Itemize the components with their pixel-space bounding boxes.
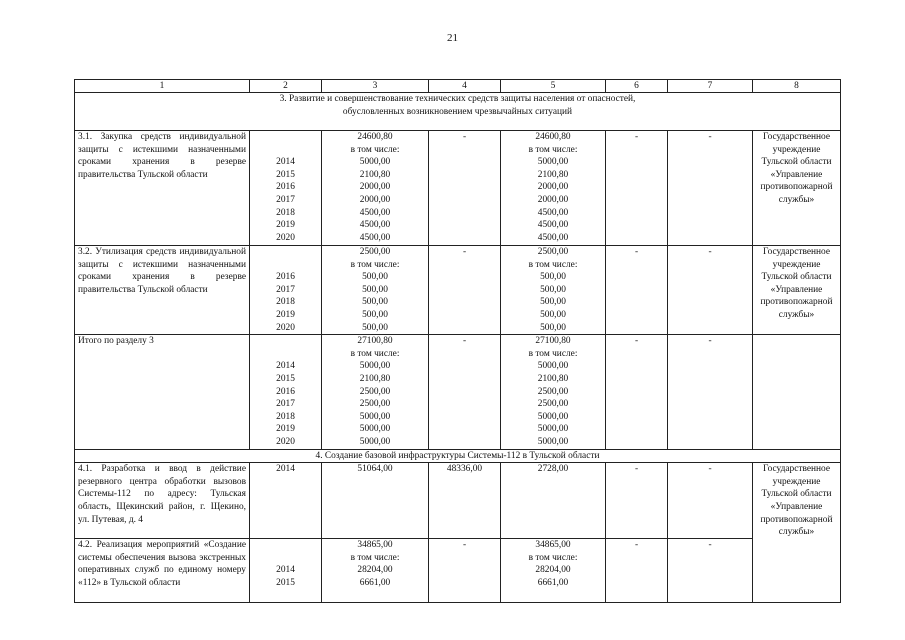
row-3-2-col6: - <box>606 246 668 335</box>
section-3-title: 3. Развитие и совершенствование технических средств защиты населения от опасностей, обусловленных возникновением чрезвычайных ситуаций <box>75 93 841 131</box>
section-3-total-col7: - <box>668 335 753 450</box>
section-3-total-col8 <box>753 335 841 450</box>
column-header: 6 <box>606 80 668 93</box>
row-3-2-col5: 2500,00 в том числе: 500,00 500,00 500,00 500,00 500,00 <box>501 246 606 335</box>
program-table <box>74 79 841 603</box>
section-header-row <box>75 450 841 463</box>
section-3-total-col5: 27100,80 в том числе: 5000,00 2100,80 2500,00 2500,00 5000,00 5000,00 5000,00 <box>501 335 606 450</box>
column-header: 8 <box>753 80 841 93</box>
row-4-1-year: 2014 <box>250 463 322 539</box>
column-header: 7 <box>668 80 753 93</box>
page-number: 21 <box>447 32 458 44</box>
column-header: 5 <box>501 80 606 93</box>
row-4-2-years: 2014 2015 <box>250 539 322 603</box>
row-4-1-total-funding: 51064,00 <box>322 463 429 539</box>
column-header: 2 <box>250 80 322 93</box>
column-header: 1 <box>75 80 250 93</box>
section-3-total-years: 2014 2015 2016 2017 2018 2019 2020 <box>250 335 322 450</box>
row-3-2-executor: Государственное учреждение Тульской области «Управление противопожарной службы» <box>753 246 841 335</box>
table-row <box>75 246 841 335</box>
column-number-row <box>75 80 841 93</box>
section-3-total-funding: 27100,80 в том числе: 5000,00 2100,80 2500,00 2500,00 5000,00 5000,00 5000,00 <box>322 335 429 450</box>
section-3-total-col6: - <box>606 335 668 450</box>
section-3-total-col4: - <box>429 335 501 450</box>
row-4-2-col5: 34865,00 в том числе: 28204,00 6661,00 <box>501 539 606 603</box>
row-3-1-executor: Государственное учреждение Тульской области «Управление противопожарной службы» <box>753 131 841 246</box>
table-row <box>75 131 841 246</box>
row-4-2-col4: - <box>429 539 501 603</box>
row-4-1-col4: 48336,00 <box>429 463 501 539</box>
table-row <box>75 539 841 603</box>
row-3-2-description: 3.2. Утилизация средств индивидуальной защиты с истекшими назначенными сроками хранения в резерве правительства Тульской области <box>75 246 250 335</box>
row-3-1-col5: 24600,80 в том числе: 5000,00 2100,80 2000,00 2000,00 4500,00 4500,00 4500,00 <box>501 131 606 246</box>
row-3-2-col7: - <box>668 246 753 335</box>
row-3-2-years: 2016 2017 2018 2019 2020 <box>250 246 322 335</box>
row-4-1-col6: - <box>606 463 668 539</box>
row-4-2-col6: - <box>606 539 668 603</box>
table-row <box>75 463 841 539</box>
table-row <box>75 335 841 450</box>
section-header-row <box>75 93 841 131</box>
column-header: 3 <box>322 80 429 93</box>
row-4-2-description: 4.2. Реализация мероприятий «Создание системы обеспечения вызова экстренных оперативных служб по единому номеру «112» в Тульской области <box>75 539 250 603</box>
row-3-1-total-funding: 24600,80 в том числе: 5000,00 2100,80 2000,00 2000,00 4500,00 4500,00 4500,00 <box>322 131 429 246</box>
row-4-1-col5: 2728,00 <box>501 463 606 539</box>
row-3-1-years: 2014 2015 2016 2017 2018 2019 2020 <box>250 131 322 246</box>
row-4-1-col7: - <box>668 463 753 539</box>
row-4-1-executor: Государственное учреждение Тульской области «Управление противопожарной службы» <box>753 463 841 603</box>
row-4-2-col7: - <box>668 539 753 603</box>
section-4-title: 4. Создание базовой инфраструктуры Системы-112 в Тульской области <box>75 450 841 463</box>
row-3-1-col7: - <box>668 131 753 246</box>
row-3-1-description: 3.1. Закупка средств индивидуальной защиты с истекшими назначенными сроками хранения в резерве правительства Тульской области <box>75 131 250 246</box>
row-4-2-total-funding: 34865,00 в том числе: 28204,00 6661,00 <box>322 539 429 603</box>
column-header: 4 <box>429 80 501 93</box>
row-3-1-col6: - <box>606 131 668 246</box>
row-3-1-col4: - <box>429 131 501 246</box>
section-3-total-label: Итого по разделу 3 <box>75 335 250 450</box>
row-3-2-col4: - <box>429 246 501 335</box>
row-3-2-total-funding: 2500,00 в том числе: 500,00 500,00 500,00 500,00 500,00 <box>322 246 429 335</box>
row-4-1-description: 4.1. Разработка и ввод в действие резервного центра обработки вызовов Системы-112 по адресу: Тульская область, Щекинский район, г. Щекино, ул. Путевая, д. 4 <box>75 463 250 539</box>
